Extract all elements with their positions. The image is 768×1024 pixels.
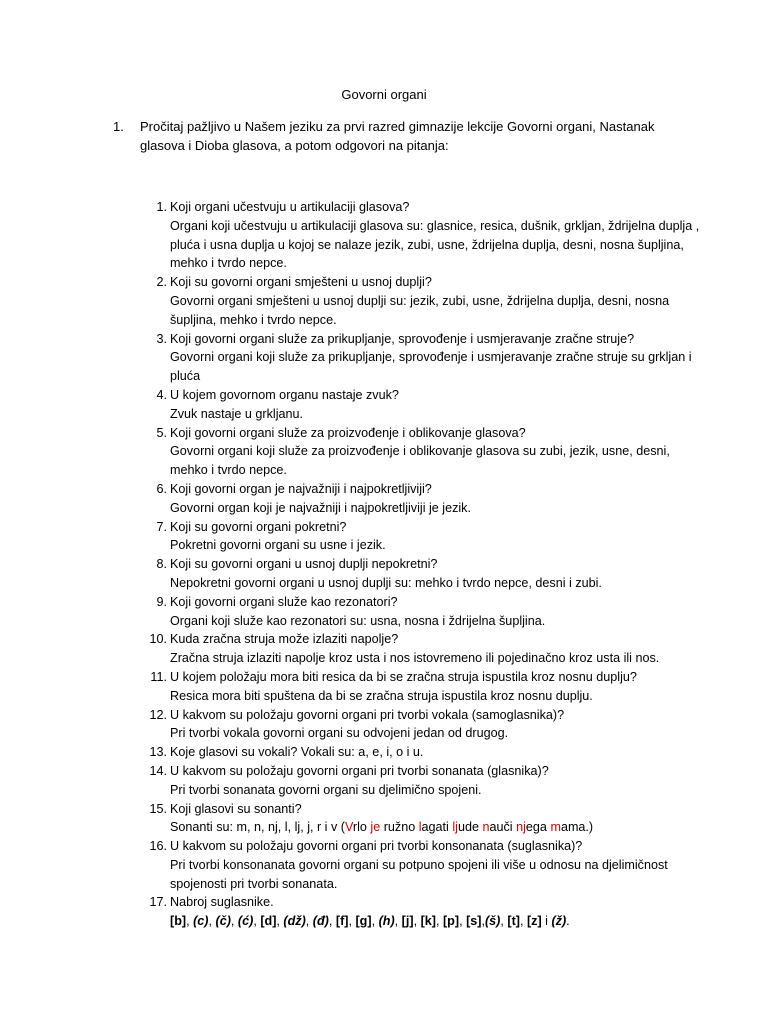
question-number: 5. [156,425,167,440]
question-text: Nabroj suglasnike. [170,895,274,910]
consonant: [z] [526,914,542,929]
question-text: Koje glasovi su vokali? Vokali su: a, e, i, o i u. [170,745,424,760]
question-item [141,837,701,893]
separator: , [230,914,238,929]
answer-text: Pri tvorbi vokala govorni organi su odvojeni jedan od drugog. [170,726,509,741]
question-text: Koji govorni organ je najvažniji i najpokretljiviji? [170,481,432,496]
question-number: 14. [149,763,167,778]
answer-text: Govorni organi smješteni u usnoj duplji su: jezik, zubi, usne, ždrijelna duplja, desni, nosna šupljina, mehko i tvrdo nepce. [170,293,670,327]
question-number: 7. [156,519,167,534]
consonant: (dž) [283,914,306,929]
page-title: Govorni organi [341,87,427,102]
question-item [141,800,701,838]
question-item [141,198,701,273]
consonant-list [170,912,701,931]
separator: , [394,914,402,929]
consonant: (c) [193,914,209,929]
question-number: 9. [156,594,167,609]
answer-text [170,818,701,837]
mnemonic-text: ama.) [560,820,594,835]
mnemonic-text: ega [525,820,551,835]
question-item [141,518,701,556]
question-number: 15. [149,801,167,816]
separator: , [305,914,313,929]
separator: . [566,914,570,929]
question-number: 2. [156,275,167,290]
question-text: Koji su govorni organi smješteni u usnoj duplji? [170,275,432,290]
question-number: 8. [156,557,167,572]
separator: , [435,914,443,929]
answer-text: Resica mora biti spuštena da bi se zračna struja ispustila kroz nosnu duplju. [170,688,593,703]
question-text: Koji organi učestvuju u artikulaciji glasova? [170,200,410,214]
question-item [141,668,701,706]
question-item [141,762,701,800]
consonant: (ć) [237,914,254,929]
consonant: [b] [170,914,187,929]
mnemonic-letter: m [550,820,561,835]
consonant: [f] [335,914,349,929]
separator: i [541,914,552,929]
consonant: [k] [420,914,436,929]
consonant: [g] [355,914,372,929]
answer-text: Govorni organi koji služe za prikupljanje, sprovođenje i usmjeravanje zračne struje su grkljan i pluća [170,350,692,384]
question-text: Koji govorni organi služe kao rezonatori? [170,594,398,609]
question-text: Kuda zračna struja može izlaziti napolje? [170,632,399,647]
question-number: 3. [156,331,167,346]
mnemonic-text: agati [421,820,453,835]
question-item [141,743,701,762]
mnemonic-letter: n [482,820,490,835]
consonant: [j] [401,914,414,929]
question-number: 1. [156,200,167,214]
separator: , [459,914,467,929]
answer-text: Zračna struja izlaziti napolje kroz usta i nos istovremeno ili pojedinačno kroz usta ili nos. [170,651,660,666]
consonant: (ž) [551,914,567,929]
answer-text: Organi koji služe kao rezonatori su: usna, nosna i ždrijelna šupljina. [170,613,546,628]
answer-text: Govorni organi koji služe za proizvođenje i oblikovanje glasova su zubi, jezik, usne, desni, mehko i tvrdo nepce. [170,444,670,478]
question-text: Koji glasovi su sonanti? [170,801,302,816]
answer-prefix: Sonanti su: m, n, nj, l, lj, j, r i v ( [170,820,345,835]
question-text: U kojem položaju mora biti resica da bi se zračna struja ispustila kroz nosnu duplju? [170,669,637,684]
question-number: 12. [149,707,167,722]
question-item [141,893,701,931]
question-item [141,330,701,386]
question-number: 6. [156,481,167,496]
question-text: Koji su govorni organi u usnoj duplji nepokretni? [170,557,438,572]
question-number: 4. [156,387,167,402]
separator: , [208,914,216,929]
question-list [141,198,701,931]
separator: , [481,914,485,929]
consonant: (š) [484,914,501,929]
question-text: U kakvom su položaju govorni organi pri tvorbi vokala (samoglasnika)? [170,707,565,722]
separator: , [253,914,261,929]
consonant: (č) [215,914,231,929]
answer-text: Pri tvorbi sonanata govorni organi su djelimično spojeni. [170,782,482,797]
separator: , [276,914,284,929]
consonant: [s] [466,914,482,929]
mnemonic-text: ude [457,820,483,835]
separator: , [328,914,336,929]
intro-text: Pročitaj pažljivo u Našem jeziku za prvi razred gimnazije lekcije Govorni organi, Nastanak glasova i Dioba glasova, a potom odgovori na pitanja: [140,119,655,153]
mnemonic-text: ružno [380,820,419,835]
consonant: (h) [378,914,395,929]
question-text: U kojem govornom organu nastaje zvuk? [170,387,399,402]
separator: , [500,914,508,929]
question-item [141,480,701,518]
mnemonic-letter: V [344,820,353,835]
answer-text: Organi koji učestvuju u artikulaciji glasova su: glasnice, resica, dušnik, grkljan, ždrijelna duplja , pluća i usna duplja u kojoj se nalaze jezik, zubi, usne, ždrijelna duplja, desni, nosna šupljina, mehko i tvrdo nepce. [170,218,700,271]
consonant: [p] [442,914,460,929]
answer-text: Govorni organ koji je najvažniji i najpokretljiviji je jezik. [170,500,471,515]
separator: , [371,914,379,929]
separator: , [348,914,356,929]
question-number: 16. [149,839,167,854]
separator: , [519,914,527,929]
question-number: 11. [150,669,167,684]
question-text: U kakvom su položaju govorni organi pri tvorbi konsonanata (suglasnika)? [170,839,583,854]
consonant: [d] [260,914,277,929]
mnemonic-letter: l [418,820,422,835]
question-item [141,706,701,744]
intro-paragraph [113,117,693,155]
intro-number: 1. [113,119,124,134]
consonant: (đ) [312,914,329,929]
question-item [141,630,701,668]
answer-text: Pri tvorbi konsonanata govorni organi su potpuno spojeni ili više u odnosu na djelimičnost spojenosti pri tvorbi sonanata. [170,857,668,891]
question-text: U kakvom su položaju govorni organi pri tvorbi sonanata (glasnika)? [170,763,549,778]
answer-text: Nepokretni govorni organi u usnoj duplji su: mehko i tvrdo nepce, desni i zubi. [170,575,602,590]
separator: , [186,914,194,929]
answer-text: Pokretni govorni organi su usne i jezik. [170,538,386,553]
mnemonic-text: rlo [352,820,371,835]
question-item [141,424,701,480]
separator: , [413,914,421,929]
question-item [141,593,701,631]
question-number: 10. [149,632,167,647]
question-item [141,555,701,593]
mnemonic-letter: nj [516,820,526,835]
mnemonic-letter: je [370,820,381,835]
question-number: 13. [149,745,167,760]
question-text: Koji govorni organi služe za proizvođenje i oblikovanje glasova? [170,425,526,440]
question-item [141,386,701,424]
answer-text: Zvuk nastaje u grkljanu. [170,406,304,421]
mnemonic-letter: lj [452,820,458,835]
question-text: Koji govorni organi služe za prikupljanje, sprovođenje i usmjeravanje zračne struje? [170,331,635,346]
question-number: 17. [149,895,167,910]
mnemonic-text: auči [489,820,517,835]
question-item [141,273,701,329]
question-text: Koji su govorni organi pokretni? [170,519,347,534]
consonant: [t] [507,914,520,929]
